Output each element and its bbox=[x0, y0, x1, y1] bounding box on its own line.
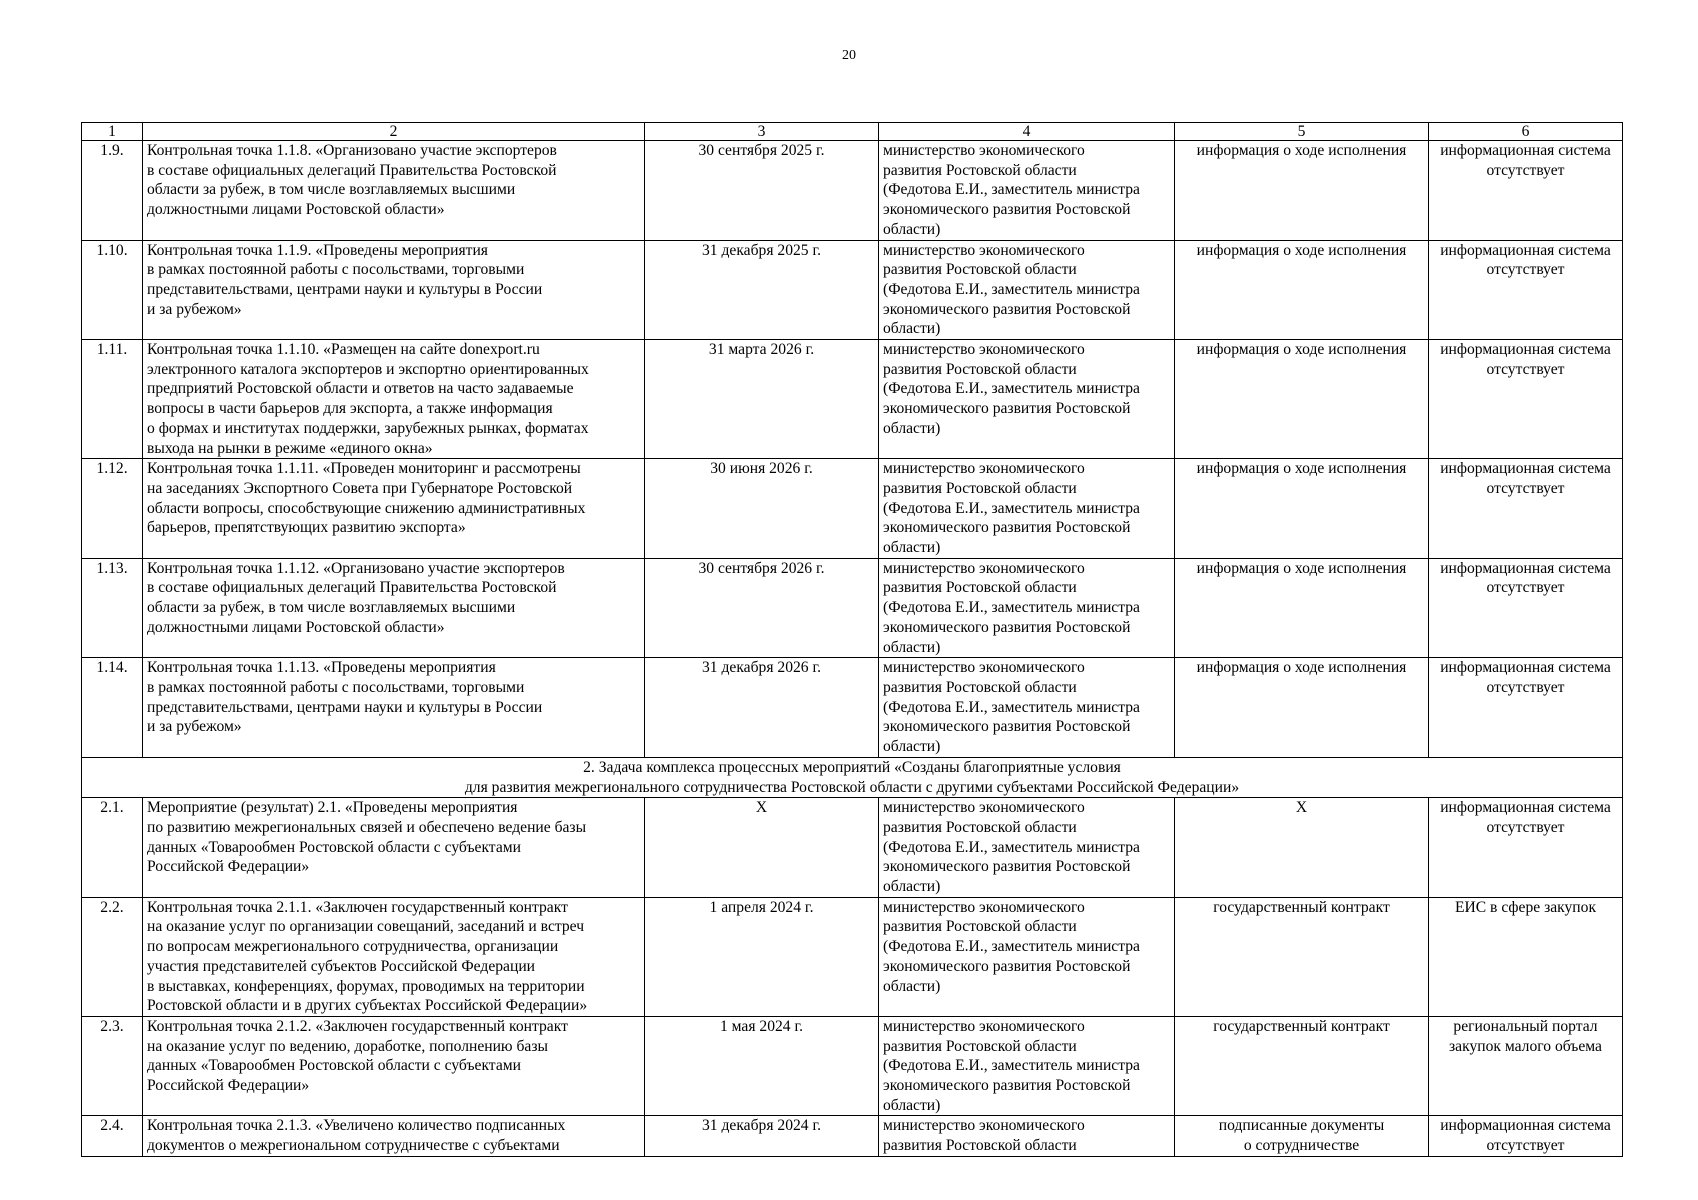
text-line: в составе официальных делегаций Правительства Ростовской bbox=[147, 161, 557, 179]
text-line: области вопросы, способствующие снижению административных bbox=[147, 499, 586, 517]
text-line: министерство экономического bbox=[883, 799, 1085, 817]
table-row bbox=[82, 897, 1623, 1016]
row-date: 30 сентября 2026 г. bbox=[645, 558, 879, 658]
text-line: экономического развития Ростовской bbox=[883, 957, 1131, 975]
text-line: Ростовской области и в других субъектах Российской Федерации» bbox=[147, 997, 588, 1015]
row-document bbox=[1175, 459, 1429, 559]
text-line: области) bbox=[883, 977, 941, 995]
text-line: в рамках постоянной работы с посольствами, торговыми bbox=[147, 261, 525, 279]
text-line: информационная система bbox=[1440, 659, 1611, 677]
row-info-system bbox=[1429, 1116, 1623, 1156]
text-line: области) bbox=[883, 539, 941, 557]
text-line: министерство экономического bbox=[883, 559, 1085, 577]
text-line: экономического развития Ростовской bbox=[883, 300, 1131, 318]
text-line: должностными лицами Ростовской области» bbox=[147, 618, 445, 636]
column-header: 3 bbox=[645, 123, 879, 141]
row-info-system bbox=[1429, 558, 1623, 658]
text-line: Мероприятие (результат) 2.1. «Проведены мероприятия bbox=[147, 799, 518, 817]
table-row bbox=[82, 658, 1623, 758]
column-header: 5 bbox=[1175, 123, 1429, 141]
row-document bbox=[1175, 240, 1429, 340]
text-line: данных «Товарообмен Ростовской области с субъектами bbox=[147, 1057, 521, 1075]
text-line: Контрольная точка 2.1.1. «Заключен государственный контракт bbox=[147, 898, 568, 916]
text-line: области) bbox=[883, 638, 941, 656]
text-line: области) bbox=[883, 738, 941, 756]
row-document bbox=[1175, 141, 1429, 241]
text-line: о сотрудничестве bbox=[1243, 1137, 1360, 1155]
text-line: отсутствует bbox=[1486, 261, 1565, 279]
text-line: и за рубежом» bbox=[147, 718, 242, 736]
text-line: области) bbox=[883, 320, 941, 338]
text-line: Контрольная точка 1.1.12. «Организовано участие экспортеров bbox=[147, 559, 565, 577]
text-line: документов о межрегиональном сотрудничестве с субъектами bbox=[147, 1137, 560, 1155]
text-line: отсутствует bbox=[1486, 818, 1565, 836]
text-line: Контрольная точка 2.1.3. «Увеличено количество подписанных bbox=[147, 1117, 566, 1135]
table-row bbox=[82, 1116, 1623, 1156]
text-line: министерство экономического bbox=[883, 241, 1085, 259]
row-number: 1.10. bbox=[82, 240, 143, 340]
table-row bbox=[82, 141, 1623, 241]
row-document bbox=[1175, 1016, 1429, 1116]
text-line: Контрольная точка 1.1.10. «Размещен на сайте donexport.ru bbox=[147, 341, 540, 359]
text-line: развития Ростовской области bbox=[883, 360, 1077, 378]
text-line: ЕИС в сфере закупок bbox=[1454, 898, 1597, 916]
row-number: 2.4. bbox=[82, 1116, 143, 1156]
text-line: (Федотова Е.И., заместитель министра bbox=[883, 380, 1140, 398]
text-line: данных «Товарообмен Ростовской области с субъектами bbox=[147, 838, 521, 856]
row-responsible bbox=[879, 1016, 1175, 1116]
text-line: экономического развития Ростовской bbox=[883, 618, 1131, 636]
row-responsible bbox=[879, 658, 1175, 758]
text-line: (Федотова Е.И., заместитель министра bbox=[883, 838, 1140, 856]
text-line: (Федотова Е.И., заместитель министра bbox=[883, 1057, 1140, 1075]
text-line: Контрольная точка 1.1.13. «Проведены мероприятия bbox=[147, 659, 496, 677]
text-line: министерство экономического bbox=[883, 341, 1085, 359]
text-line: экономического развития Ростовской bbox=[883, 858, 1131, 876]
text-line: подписанные документы bbox=[1218, 1117, 1385, 1135]
table-row bbox=[82, 340, 1623, 459]
text-line: министерство экономического bbox=[883, 898, 1085, 916]
text-line: закупок малого объема bbox=[1449, 1037, 1602, 1055]
text-line: развития Ростовской области bbox=[883, 818, 1077, 836]
text-line: информация о ходе исполнения bbox=[1196, 341, 1407, 359]
table-row bbox=[82, 459, 1623, 559]
text-line: развития Ростовской области bbox=[883, 1037, 1077, 1055]
text-line: Российской Федерации» bbox=[147, 1077, 310, 1095]
column-header: 6 bbox=[1429, 123, 1623, 141]
row-document bbox=[1175, 1116, 1429, 1156]
row-info-system bbox=[1429, 1016, 1623, 1116]
text-line: информационная система bbox=[1440, 559, 1611, 577]
row-info-system bbox=[1429, 658, 1623, 758]
text-line: вопросы в части барьеров для экспорта, а также информация bbox=[147, 400, 553, 418]
row-number: 2.2. bbox=[82, 897, 143, 1016]
row-responsible bbox=[879, 897, 1175, 1016]
row-number: 2.3. bbox=[82, 1016, 143, 1116]
text-line: электронного каталога экспортеров и экспортно ориентированных bbox=[147, 360, 589, 378]
text-line: государственный контракт bbox=[1213, 898, 1390, 916]
text-line: министерство экономического bbox=[883, 460, 1085, 478]
text-line: развития Ростовской области bbox=[883, 479, 1077, 497]
text-line: 2. Задача комплекса процессных мероприятий «Созданы благоприятные условия bbox=[583, 758, 1121, 776]
row-responsible bbox=[879, 798, 1175, 898]
text-line: министерство экономического bbox=[883, 142, 1085, 159]
row-document bbox=[1175, 658, 1429, 758]
section-title bbox=[82, 757, 1623, 797]
row-info-system bbox=[1429, 141, 1623, 241]
text-line: отсутствует bbox=[1486, 678, 1565, 696]
row-date: 30 сентября 2025 г. bbox=[645, 141, 879, 241]
row-document bbox=[1175, 798, 1429, 898]
text-line: на оказание услуг по ведению, доработке, пополнению базы bbox=[147, 1037, 548, 1055]
text-line: (Федотова Е.И., заместитель министра bbox=[883, 938, 1140, 956]
row-description bbox=[143, 240, 645, 340]
row-date: 31 марта 2026 г. bbox=[645, 340, 879, 459]
row-number: 1.13. bbox=[82, 558, 143, 658]
row-responsible bbox=[879, 141, 1175, 241]
text-line: области за рубеж, в том числе возглавляемых высшими bbox=[147, 599, 516, 617]
header-row bbox=[82, 123, 1623, 141]
row-description bbox=[143, 141, 645, 241]
text-line: Контрольная точка 1.1.9. «Проведены мероприятия bbox=[147, 241, 488, 259]
text-line: Контрольная точка 1.1.11. «Проведен мониторинг и рассмотрены bbox=[147, 460, 581, 478]
text-line: в составе официальных делегаций Правительства Ростовской bbox=[147, 579, 557, 597]
text-line: информация о ходе исполнения bbox=[1196, 142, 1407, 159]
row-responsible bbox=[879, 340, 1175, 459]
text-line: информационная система bbox=[1440, 341, 1611, 359]
text-line: министерство экономического bbox=[883, 659, 1085, 677]
text-line: отсутствует bbox=[1486, 1137, 1565, 1155]
text-line: информационная система bbox=[1440, 241, 1611, 259]
text-line: экономического развития Ростовской bbox=[883, 718, 1131, 736]
row-document bbox=[1175, 897, 1429, 1016]
text-line: X bbox=[1295, 799, 1308, 817]
text-line: экономического развития Ростовской bbox=[883, 1077, 1131, 1095]
text-line: информационная система bbox=[1440, 460, 1611, 478]
row-date: 1 апреля 2024 г. bbox=[645, 897, 879, 1016]
row-responsible bbox=[879, 459, 1175, 559]
text-line: выхода на рынки в режиме «единого окна» bbox=[147, 439, 433, 457]
text-line: для развития межрегионального сотрудничества Ростовской области с другими субъектами Российской Федерации» bbox=[464, 778, 1240, 796]
text-line: экономического развития Ростовской bbox=[883, 201, 1131, 219]
row-number: 1.9. bbox=[82, 141, 143, 241]
row-info-system bbox=[1429, 459, 1623, 559]
text-line: экономического развития Ростовской bbox=[883, 519, 1131, 537]
text-line: развития Ростовской области bbox=[883, 678, 1077, 696]
text-line: государственный контракт bbox=[1213, 1017, 1390, 1035]
text-line: в выставках, конференциях, форумах, проводимых на территории bbox=[147, 977, 585, 995]
row-date: 31 декабря 2026 г. bbox=[645, 658, 879, 758]
text-line: информация о ходе исполнения bbox=[1196, 559, 1407, 577]
row-info-system bbox=[1429, 340, 1623, 459]
text-line: Российской Федерации» bbox=[147, 858, 310, 876]
section-row bbox=[82, 757, 1623, 797]
row-info-system bbox=[1429, 897, 1623, 1016]
row-info-system bbox=[1429, 240, 1623, 340]
text-line: Контрольная точка 2.1.2. «Заключен государственный контракт bbox=[147, 1017, 568, 1035]
text-line: в рамках постоянной работы с посольствами, торговыми bbox=[147, 678, 525, 696]
text-line: на заседаниях Экспортного Совета при Губернаторе Ростовской bbox=[147, 479, 573, 497]
column-header: 1 bbox=[82, 123, 143, 141]
text-line: области за рубеж, в том числе возглавляемых высшими bbox=[147, 181, 516, 199]
row-description bbox=[143, 459, 645, 559]
text-line: отсутствует bbox=[1486, 579, 1565, 597]
text-line: информационная система bbox=[1440, 799, 1611, 817]
row-number: 1.12. bbox=[82, 459, 143, 559]
text-line: представительствами, центрами науки и культуры в России bbox=[147, 280, 543, 298]
text-line: развития Ростовской области bbox=[883, 918, 1077, 936]
row-date: 31 декабря 2024 г. bbox=[645, 1116, 879, 1156]
text-line: развития Ростовской области bbox=[883, 261, 1077, 279]
text-line: развития Ростовской области bbox=[883, 1137, 1077, 1155]
text-line: предприятий Ростовской области и ответов на часто задаваемые bbox=[147, 380, 574, 398]
text-line: по развитию межрегиональных связей и обеспечено ведение базы bbox=[147, 818, 587, 836]
text-line: области) bbox=[883, 419, 941, 437]
text-line: (Федотова Е.И., заместитель министра bbox=[883, 499, 1140, 517]
text-line: барьеров, препятствующих развитию экспорта» bbox=[147, 519, 466, 537]
text-line: по вопросам межрегионального сотрудничества, организации bbox=[147, 938, 559, 956]
row-description bbox=[143, 798, 645, 898]
text-line: развития Ростовской области bbox=[883, 161, 1077, 179]
row-info-system bbox=[1429, 798, 1623, 898]
text-line: министерство экономического bbox=[883, 1117, 1085, 1135]
row-date: 31 декабря 2025 г. bbox=[645, 240, 879, 340]
text-line: участия представителей субъектов Российской Федерации bbox=[147, 957, 536, 975]
table-row bbox=[82, 798, 1623, 898]
row-number: 2.1. bbox=[82, 798, 143, 898]
table-row bbox=[82, 1016, 1623, 1116]
text-line: должностными лицами Ростовской области» bbox=[147, 201, 445, 219]
row-document bbox=[1175, 340, 1429, 459]
text-line: информация о ходе исполнения bbox=[1196, 460, 1407, 478]
row-description bbox=[143, 897, 645, 1016]
row-date: 30 июня 2026 г. bbox=[645, 459, 879, 559]
row-description bbox=[143, 558, 645, 658]
text-line: информационная система bbox=[1440, 142, 1611, 159]
text-line: (Федотова Е.И., заместитель министра bbox=[883, 698, 1140, 716]
row-description bbox=[143, 340, 645, 459]
row-responsible bbox=[879, 558, 1175, 658]
row-number: 1.14. bbox=[82, 658, 143, 758]
text-line: министерство экономического bbox=[883, 1017, 1085, 1035]
row-responsible bbox=[879, 1116, 1175, 1156]
text-line: отсутствует bbox=[1486, 161, 1565, 179]
text-line: области) bbox=[883, 878, 941, 896]
text-line: отсутствует bbox=[1486, 479, 1565, 497]
text-line: региональный портал bbox=[1453, 1017, 1598, 1035]
text-line: представительствами, центрами науки и культуры в России bbox=[147, 698, 543, 716]
row-description bbox=[143, 658, 645, 758]
row-number: 1.11. bbox=[82, 340, 143, 459]
row-date: X bbox=[645, 798, 879, 898]
text-line: и за рубежом» bbox=[147, 300, 242, 318]
row-description bbox=[143, 1016, 645, 1116]
page-number: 20 bbox=[842, 48, 856, 63]
text-line: (Федотова Е.И., заместитель министра bbox=[883, 280, 1140, 298]
column-header: 2 bbox=[143, 123, 645, 141]
row-description bbox=[143, 1116, 645, 1156]
text-line: о формах и институтах поддержки, зарубежных рынках, форматах bbox=[147, 419, 589, 437]
text-line: Контрольная точка 1.1.8. «Организовано участие экспортеров bbox=[147, 142, 557, 159]
text-line: информация о ходе исполнения bbox=[1196, 241, 1407, 259]
row-responsible bbox=[879, 240, 1175, 340]
text-line: (Федотова Е.И., заместитель министра bbox=[883, 599, 1140, 617]
text-line: на оказание услуг по организации совещаний, заседаний и встреч bbox=[147, 918, 585, 936]
text-line: области) bbox=[883, 220, 941, 238]
column-header: 4 bbox=[879, 123, 1175, 141]
table-row bbox=[82, 558, 1623, 658]
row-date: 1 мая 2024 г. bbox=[645, 1016, 879, 1116]
table-row bbox=[82, 240, 1623, 340]
text-line: экономического развития Ростовской bbox=[883, 400, 1131, 418]
row-document bbox=[1175, 558, 1429, 658]
text-line: развития Ростовской области bbox=[883, 579, 1077, 597]
text-line: области) bbox=[883, 1096, 941, 1114]
text-line: информационная система bbox=[1440, 1117, 1611, 1135]
text-line: (Федотова Е.И., заместитель министра bbox=[883, 181, 1140, 199]
text-line: отсутствует bbox=[1486, 360, 1565, 378]
control-points-table bbox=[81, 122, 1623, 1157]
text-line: информация о ходе исполнения bbox=[1196, 659, 1407, 677]
